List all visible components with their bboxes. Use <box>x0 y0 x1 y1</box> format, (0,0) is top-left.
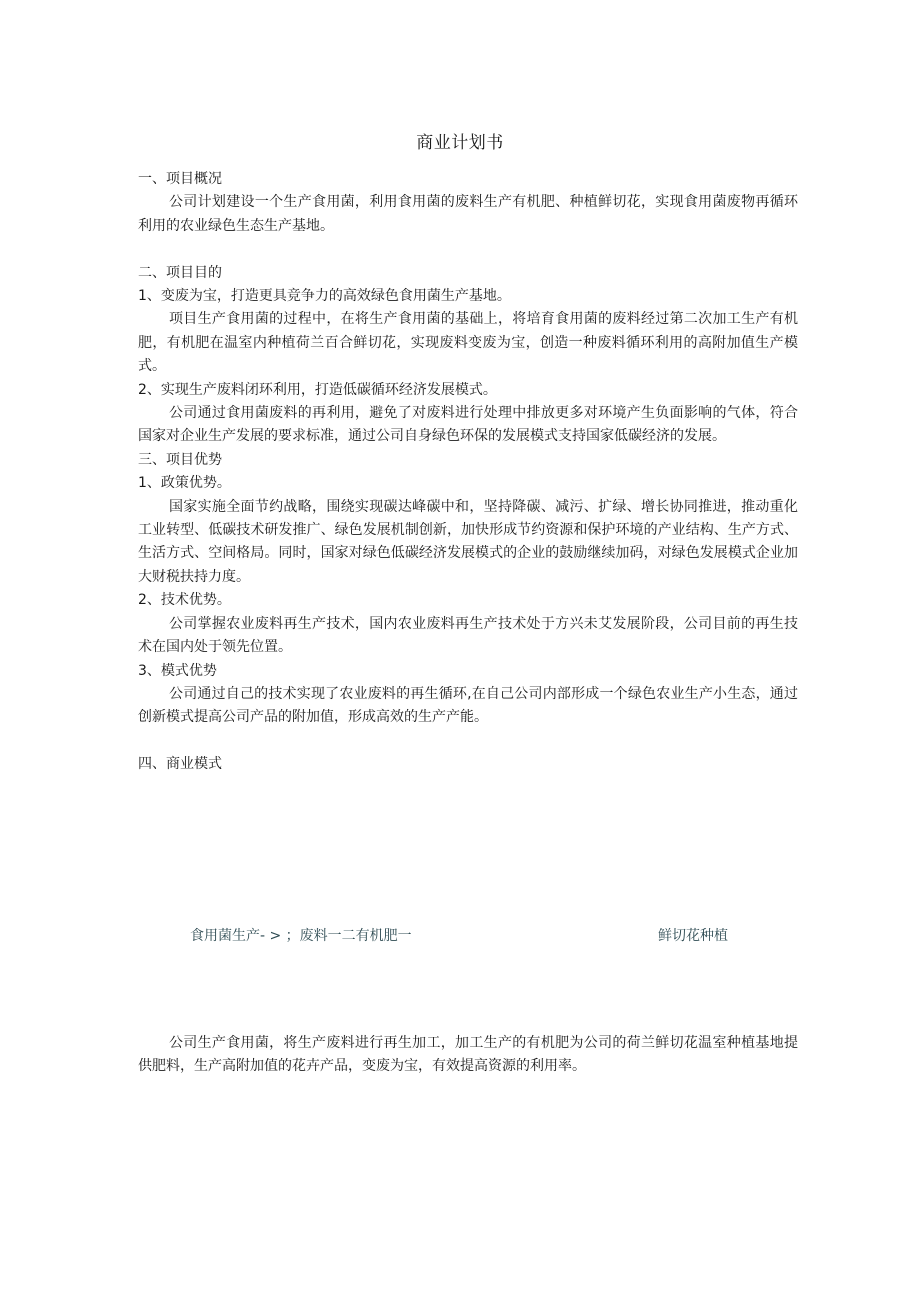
goal-item-1-heading: 1、变废为宝，打造更具竞争力的高效绿色食用菌生产基地。 <box>138 288 511 305</box>
advantage-item-3-paragraph: 公司通过自己的技术实现了农业废料的再生循环,在自己公司内部形成一个绿色农业生产小生态，通过创新模式提高公司产品的附加值，形成高效的生产产能。 <box>138 685 798 726</box>
business-model-paragraph: 公司生产食用菌，将生产废料进行再生加工，加工生产的有机肥为公司的荷兰鲜切花温室种植基地提供肥料，生产高附加值的花卉产品，变废为宝，有效提高资源的利用率。 <box>138 1035 798 1075</box>
advantage-item-2-paragraph: 公司掌握农业废料再生产技术，国内农业废料再生产技术处于方兴未艾发展阶段，公司目前的再生技术在国内处于领先位置。 <box>138 615 798 656</box>
advantage-item-2-heading: 2、技术优势。 <box>138 592 231 609</box>
goal-item-2-heading: 2、实现生产废料闭环利用，打造低碳循环经济发展模式。 <box>138 381 497 398</box>
advantage-item-1-heading: 1、政策优势。 <box>138 475 231 492</box>
goal-item-1-paragraph: 项目生产食用菌的过程中，在将生产食用菌的基础上，将培育食用菌的废料经过第二次加工生产有机肥，有机肥在温室内种植荷兰百合鲜切花，实现废料变废为宝，创造一种废料循环利用的高附加值生产模式。 <box>138 311 798 375</box>
business-model-body <box>138 1032 798 1079</box>
page-title: 商业计划书 <box>416 133 504 153</box>
section-heading-overview: 一、项目概况 <box>138 171 222 187</box>
spacer <box>138 730 798 753</box>
business-flow-diagram <box>0 924 920 948</box>
advantage-item-1-paragraph: 国家实施全面节约战略，围绕实现碳达峰碳中和，坚持降碳、减污、扩绿、增长协同推进，推动重化工业转型、低碳技术研发推广、绿色发展机制创新，加快形成节约资源和保护环境的产业结构、生产方式、生活方式、空间格局。同时，国家对绿色低碳经济发展模式的企业的鼓励继续加码，对绿色发展模式企业加大财税扶持力度。 <box>138 498 798 585</box>
spacer <box>138 238 798 261</box>
advantage-item-3-heading: 3、模式优势 <box>138 662 217 679</box>
overview-paragraph: 公司计划建设一个生产食用菌，利用食用菌的废料生产有机肥、种植鲜切花，实现食用菌废物再循环利用的农业绿色生态生产基地。 <box>138 194 798 234</box>
section-heading-business-model: 四、商业模式 <box>138 756 222 773</box>
document-body <box>138 168 798 777</box>
flow-step-right-label: 鲜切花种植 <box>658 928 728 944</box>
flow-step-left-label: 食用菌生产- > ；废料一二有机肥一 <box>190 928 412 944</box>
section-heading-goals: 二、项目目的 <box>138 264 222 281</box>
section-heading-advantages: 三、项目优势 <box>138 451 222 468</box>
goal-item-2-paragraph: 公司通过食用菌废料的再利用，避免了对废料进行处理中排放更多对环境产生负面影响的气体，符合国家对企业生产发展的要求标准，通过公司自身绿色环保的发展模式支持国家低碳经济的发展。 <box>138 405 798 445</box>
